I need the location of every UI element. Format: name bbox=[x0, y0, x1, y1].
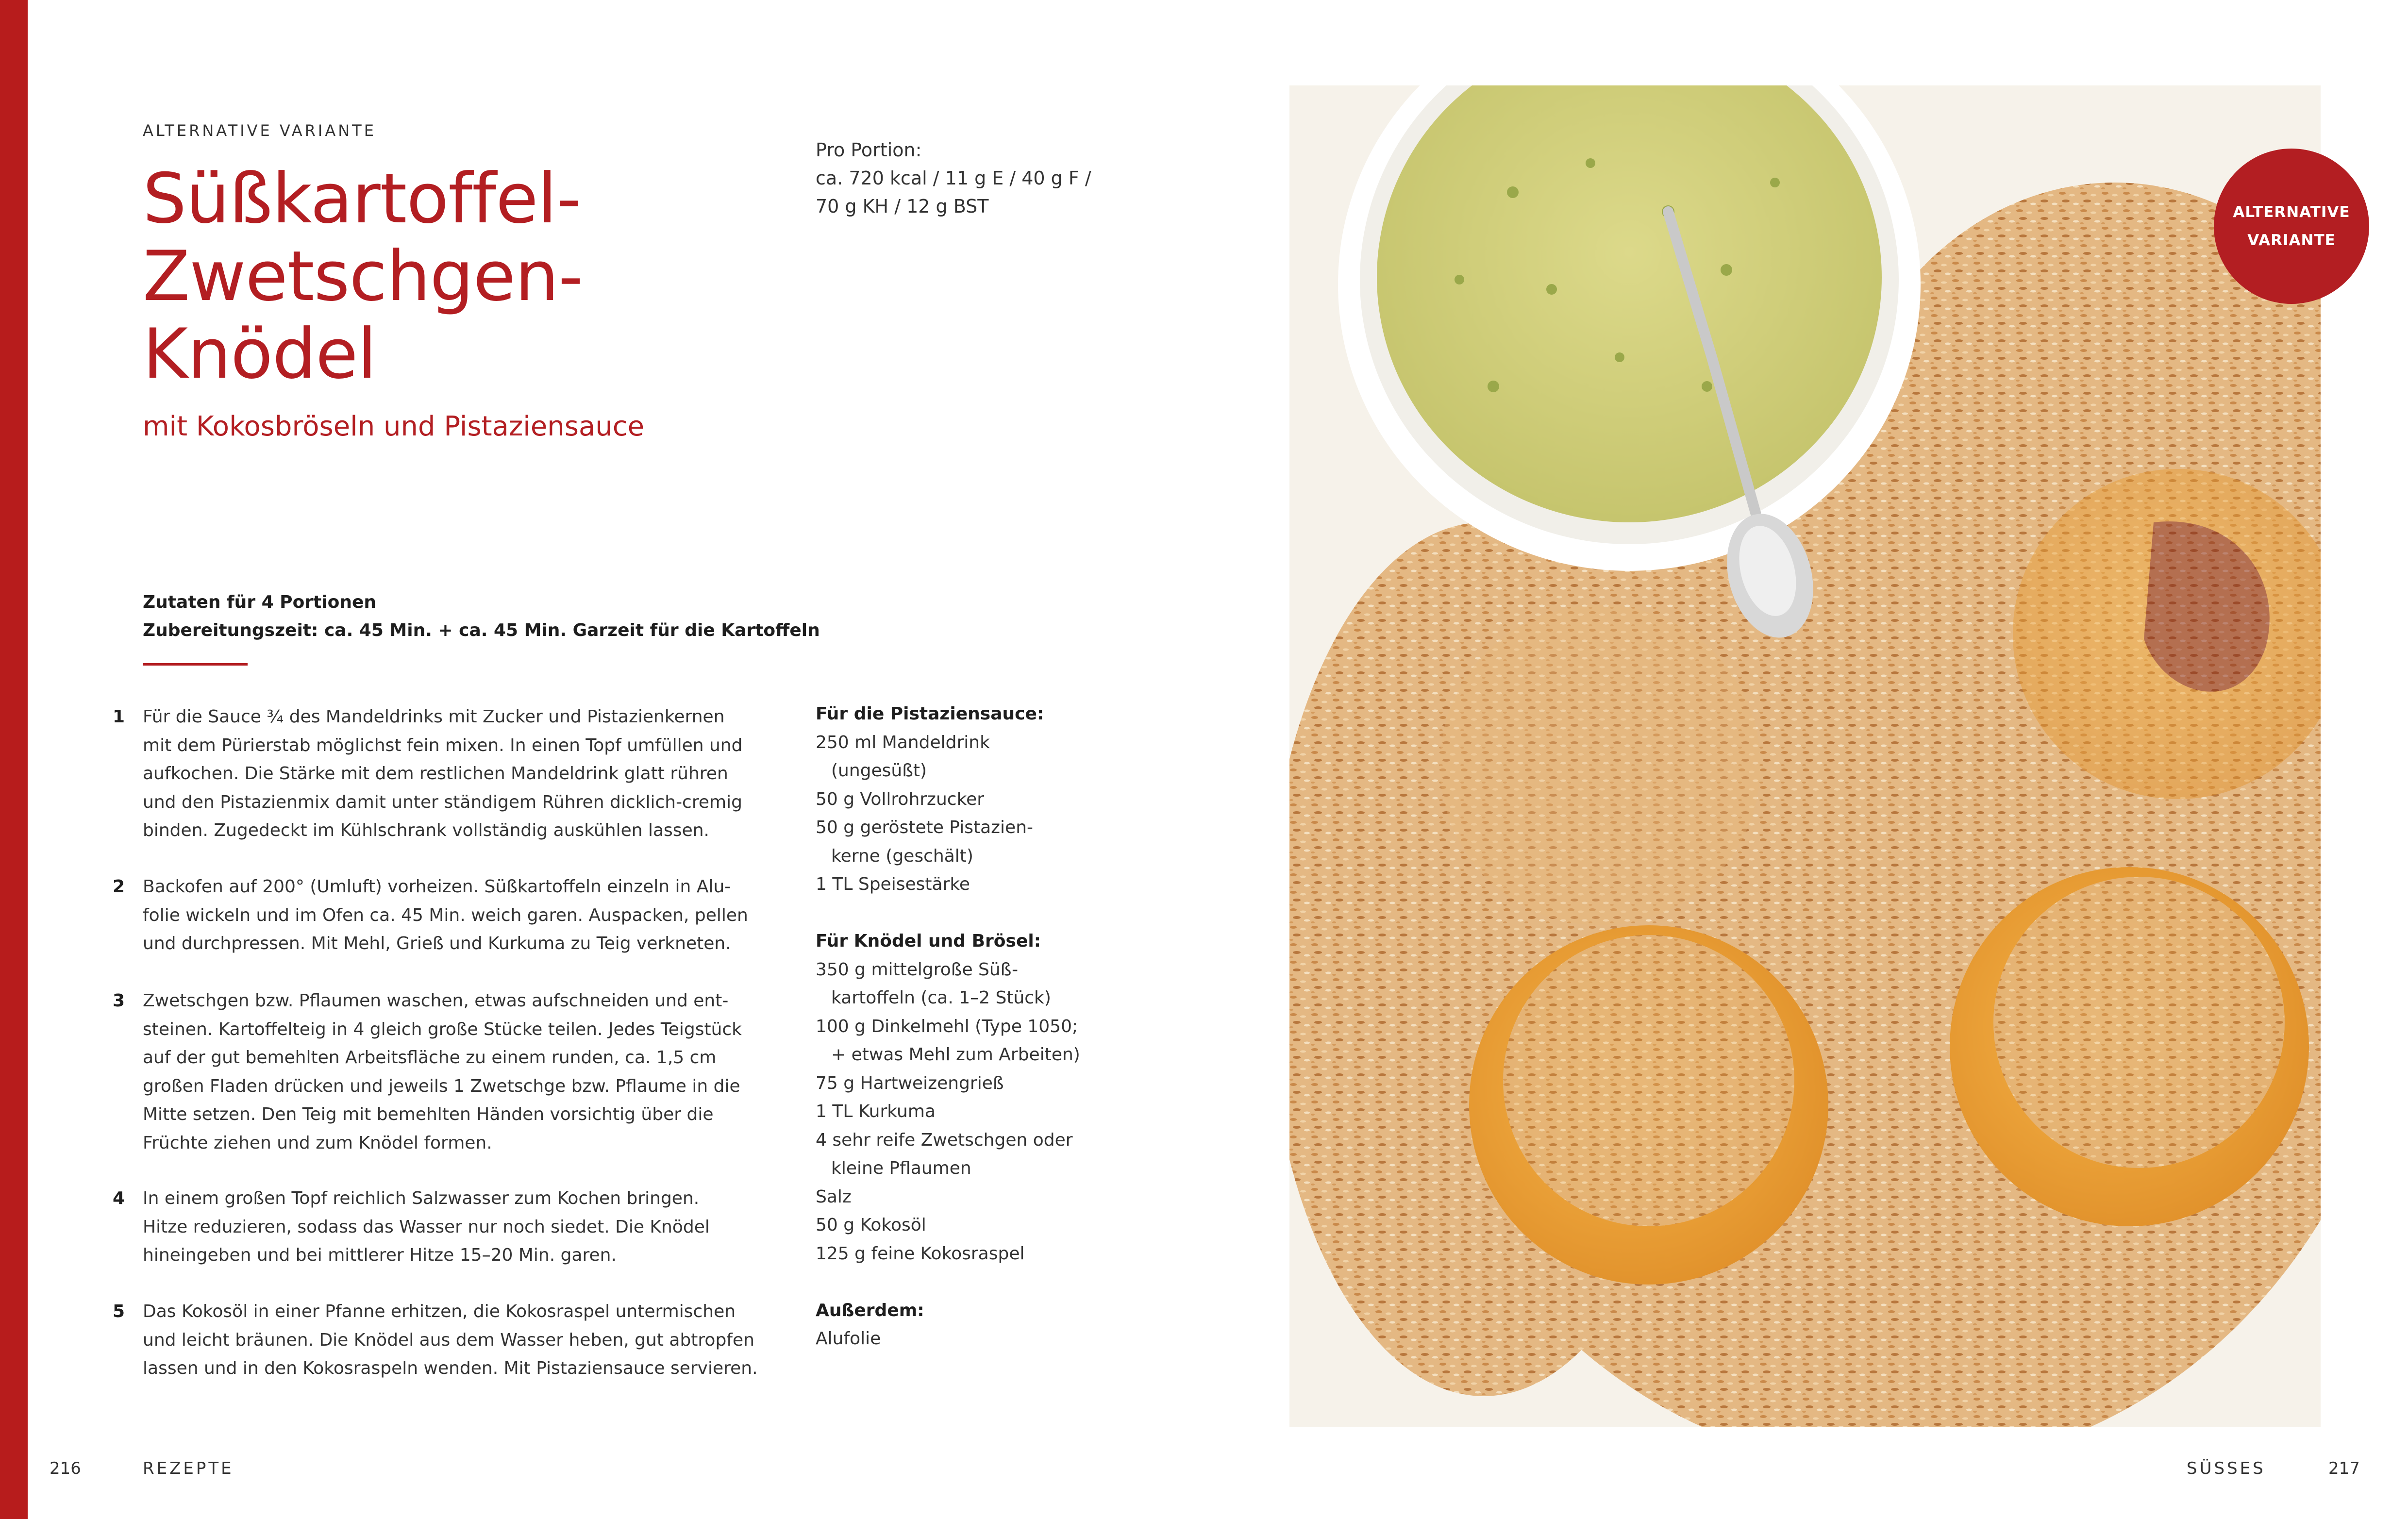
step-line: und den Pistazienmix damit unter ständigem Rühren dicklich-cremig bbox=[143, 792, 742, 812]
ingredient-item: 75 g Hartweizengrieß bbox=[816, 1073, 1004, 1093]
ingredient-list bbox=[816, 700, 1087, 1353]
step-line: Hitze reduzieren, sodass das Wasser nur noch siedet. Die Knödel bbox=[143, 1217, 710, 1237]
badge-line: ALTERNATIVE bbox=[2233, 203, 2350, 221]
page-number-left: 216 bbox=[50, 1459, 81, 1478]
recipe-title-line: Süßkartoffel- bbox=[143, 159, 581, 239]
step-number: 5 bbox=[113, 1302, 125, 1321]
ingredient-item: 1 TL Kurkuma bbox=[816, 1102, 936, 1121]
step-line: auf der gut bemehlten Arbeitsfläche zu einem runden, ca. 1,5 cm bbox=[143, 1048, 717, 1068]
ingredient-item: + etwas Mehl zum Arbeiten) bbox=[831, 1045, 1080, 1065]
step-line: hineingeben und bei mittlerer Hitze 15–20 Min. garen. bbox=[143, 1245, 617, 1265]
step-line: großen Fladen drücken und jeweils 1 Zwetschge bzw. Pflaume in die bbox=[143, 1076, 740, 1096]
recipe-subtitle: mit Kokosbröseln und Pistaziensauce bbox=[143, 411, 645, 442]
ingredient-item: 4 sehr reife Zwetschgen oder bbox=[816, 1130, 1073, 1150]
ingredient-item: kerne (geschält) bbox=[831, 846, 973, 866]
step-line: und durchpressen. Mit Mehl, Grieß und Kurkuma zu Teig verkneten. bbox=[143, 934, 731, 953]
step-line: mit dem Pürierstab möglichst fein mixen. In einen Topf umfüllen und bbox=[143, 735, 743, 755]
page-edge-accent-bar bbox=[0, 0, 28, 1519]
step-number: 1 bbox=[113, 707, 125, 727]
step-number: 4 bbox=[113, 1188, 125, 1208]
step-line: Mitte setzen. Den Teig mit bemehlten Händen vorsichtig über die bbox=[143, 1104, 714, 1124]
section-label-left: REZEPTE bbox=[143, 1459, 234, 1478]
ingredient-heading: Für Knödel und Brösel: bbox=[816, 931, 1041, 951]
ingredient-item: 50 g geröstete Pistazien- bbox=[816, 818, 1034, 837]
step-number: 2 bbox=[113, 877, 125, 897]
food-illustration bbox=[1289, 85, 2321, 1427]
nutrition-line: ca. 720 kcal / 11 g E / 40 g F / bbox=[816, 167, 1091, 189]
step-number: 3 bbox=[113, 991, 125, 1011]
prep-time: Zubereitungszeit: ca. 45 Min. + ca. 45 Min. Garzeit für die Kartoffeln bbox=[143, 620, 820, 640]
ingredient-item: 50 g Kokosöl bbox=[816, 1215, 926, 1235]
recipe-meta bbox=[143, 588, 820, 645]
ingredient-heading: Für die Pistaziensauce: bbox=[816, 704, 1044, 724]
divider bbox=[143, 663, 248, 666]
step-line: In einem großen Topf reichlich Salzwasser zum Kochen bringen. bbox=[143, 1188, 700, 1208]
ingredient-item: 250 ml Mandeldrink bbox=[816, 732, 990, 752]
recipe-title-line: Knödel bbox=[143, 314, 376, 394]
step-line: binden. Zugedeckt im Kühlschrank vollständig auskühlen lassen. bbox=[143, 820, 709, 840]
nutrition-line: Pro Portion: bbox=[816, 139, 922, 161]
section-label-right: SÜSSES bbox=[2187, 1459, 2266, 1478]
step-line: und leicht bräunen. Die Knödel aus dem Wasser heben, gut abtropfen bbox=[143, 1330, 754, 1350]
step-text bbox=[143, 1185, 735, 1270]
ingredient-item: Alufolie bbox=[816, 1329, 881, 1349]
ingredient-item: (ungesüßt) bbox=[831, 761, 927, 781]
ingredient-item: Salz bbox=[816, 1186, 852, 1207]
step-line: Backofen auf 200° (Umluft) vorheizen. Süßkartoffeln einzeln in Alu- bbox=[143, 877, 731, 897]
spacer bbox=[816, 899, 1087, 928]
step-line: Für die Sauce ¾ des Mandeldrinks mit Zucker und Pistazienkernen bbox=[143, 707, 725, 727]
ingredient-heading: Außerdem: bbox=[816, 1300, 924, 1320]
nutrition-info bbox=[816, 136, 1107, 220]
step-text bbox=[143, 873, 748, 958]
step-line: lassen und in den Kokosraspeln wenden. Mit Pistaziensauce servieren. bbox=[143, 1358, 758, 1378]
recipe-title bbox=[143, 160, 583, 393]
step-line: Das Kokosöl in einer Pfanne erhitzen, die Kokosraspel untermischen bbox=[143, 1302, 736, 1321]
ingredient-item: 1 TL Speisestärke bbox=[816, 874, 970, 894]
step-line: Zwetschgen bzw. Pflaumen waschen, etwas aufschneiden und ent- bbox=[143, 991, 729, 1011]
step-line: Früchte ziehen und zum Knödel formen. bbox=[143, 1133, 492, 1153]
recipe-title-line: Zwetschgen- bbox=[143, 236, 583, 317]
alternative-variant-badge bbox=[2214, 149, 2369, 304]
spacer bbox=[816, 1268, 1087, 1297]
nutrition-line: 70 g KH / 12 g BST bbox=[816, 196, 989, 217]
recipe-photo bbox=[1289, 85, 2321, 1427]
badge-line: VARIANTE bbox=[2247, 232, 2336, 249]
step-text bbox=[143, 703, 743, 845]
step-line: aufkochen. Die Stärke mit dem restlichen Mandeldrink glatt rühren bbox=[143, 764, 728, 784]
ingredient-item: 350 g mittelgroße Süß- bbox=[816, 959, 1019, 980]
servings: Zutaten für 4 Portionen bbox=[143, 592, 377, 612]
ingredient-item: kartoffeln (ca. 1–2 Stück) bbox=[831, 988, 1051, 1008]
ingredient-item: kleine Pflaumen bbox=[831, 1158, 971, 1178]
step-line: folie wickeln und im Ofen ca. 45 Min. weich garen. Auspacken, pellen bbox=[143, 905, 748, 925]
page-number-right: 217 bbox=[2328, 1459, 2360, 1478]
step-text bbox=[143, 987, 742, 1157]
ingredient-item: 100 g Dinkelmehl (Type 1050; bbox=[816, 1016, 1078, 1036]
step-text bbox=[143, 1298, 758, 1383]
step-line: steinen. Kartoffelteig in 4 gleich große Stücke teilen. Jedes Teigstück bbox=[143, 1019, 742, 1039]
recipe-kicker: ALTERNATIVE VARIANTE bbox=[143, 121, 376, 140]
ingredient-item: 125 g feine Kokosraspel bbox=[816, 1243, 1025, 1264]
ingredient-item: 50 g Vollrohrzucker bbox=[816, 789, 985, 809]
